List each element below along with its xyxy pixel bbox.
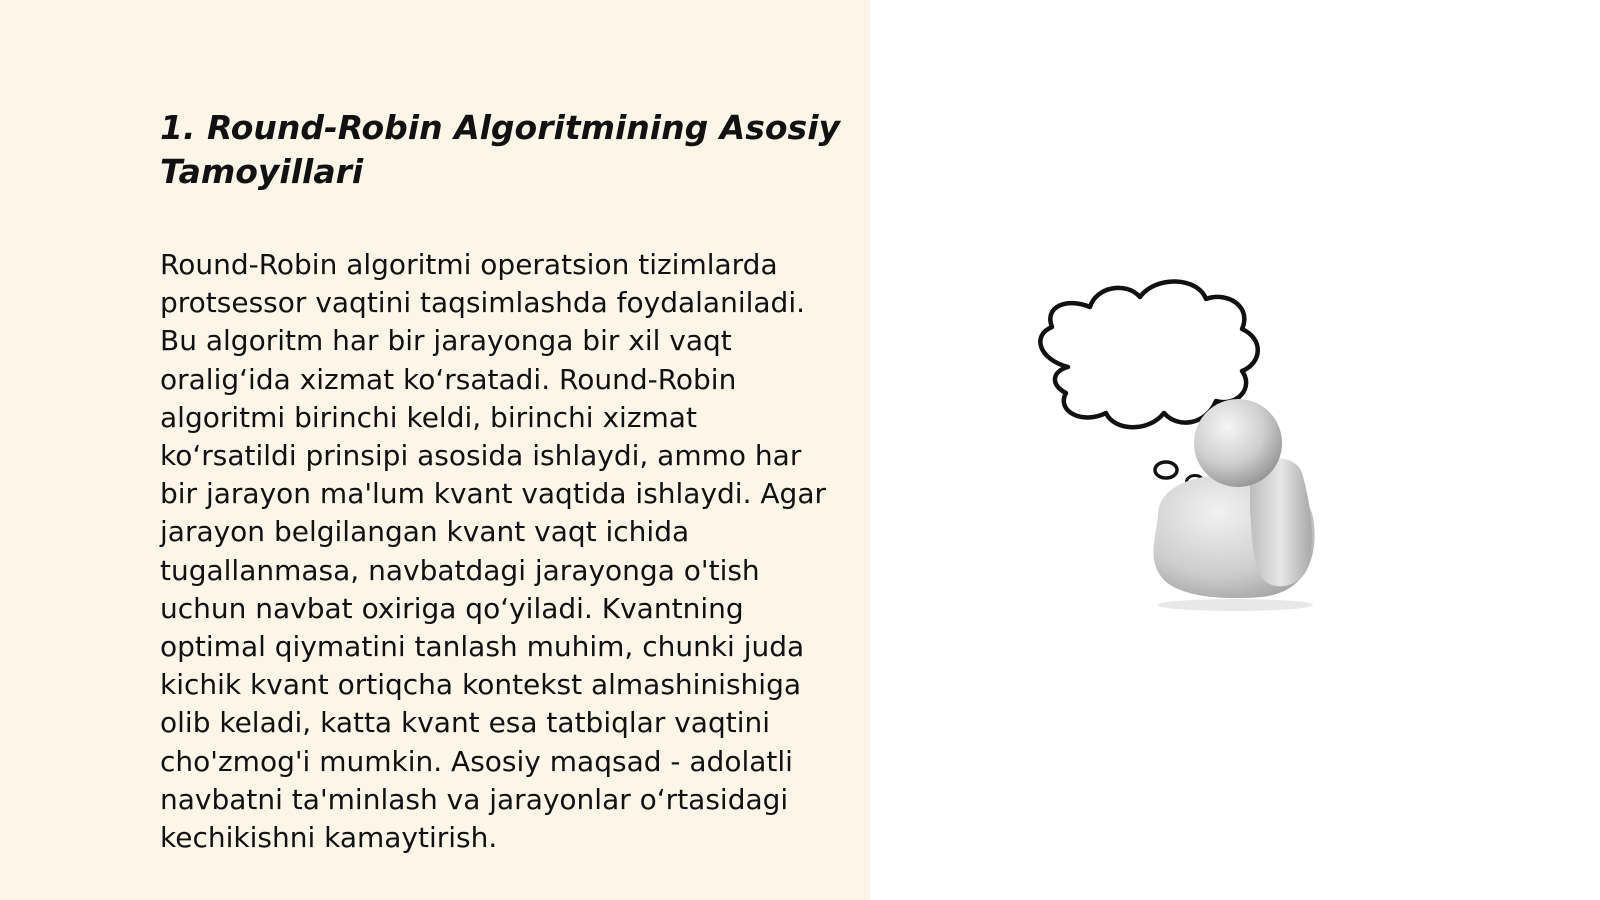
person-figure [1154, 399, 1315, 611]
thinking-person-icon [1030, 275, 1350, 615]
slide-title: 1. Round-Robin Algoritmining Asosiy Tamoyillari [160, 108, 841, 191]
slide-body-text: Round-Robin algoritmi operatsion tizimlarda protsessor vaqtini taqsimlashda foydalaniladi. Bu algoritm har bir jarayonga bir xil vaqt oralig‘ida xizmat ko‘rsatadi. Round-Robin algoritmi birinchi keldi, birinchi xizmat ko‘rsatildi prinsipi asosida ishlaydi, ammo har bir jarayon ma'lum kvant vaqtida ishlaydi. Agar jarayon belgilangan kvant vaqt ichida tugallanmasa, navbatdagi jarayonga o'tish uchun navbat oxiriga qo‘yiladi. Kvantning optimal qiymatini tanlash muhim, chunki juda kichik kvant ortiqcha kontekst almashinishiga olib keladi, katta kvant esa tatbiqlar vaqtini cho'zmog'i mumkin. Asosiy maqsad - adolatli navbatni ta'minlash va jarayonlar o‘rtasidagi kechikishni kamaytirish. [160, 248, 826, 855]
thought-bubble-dot-large [1155, 462, 1177, 478]
